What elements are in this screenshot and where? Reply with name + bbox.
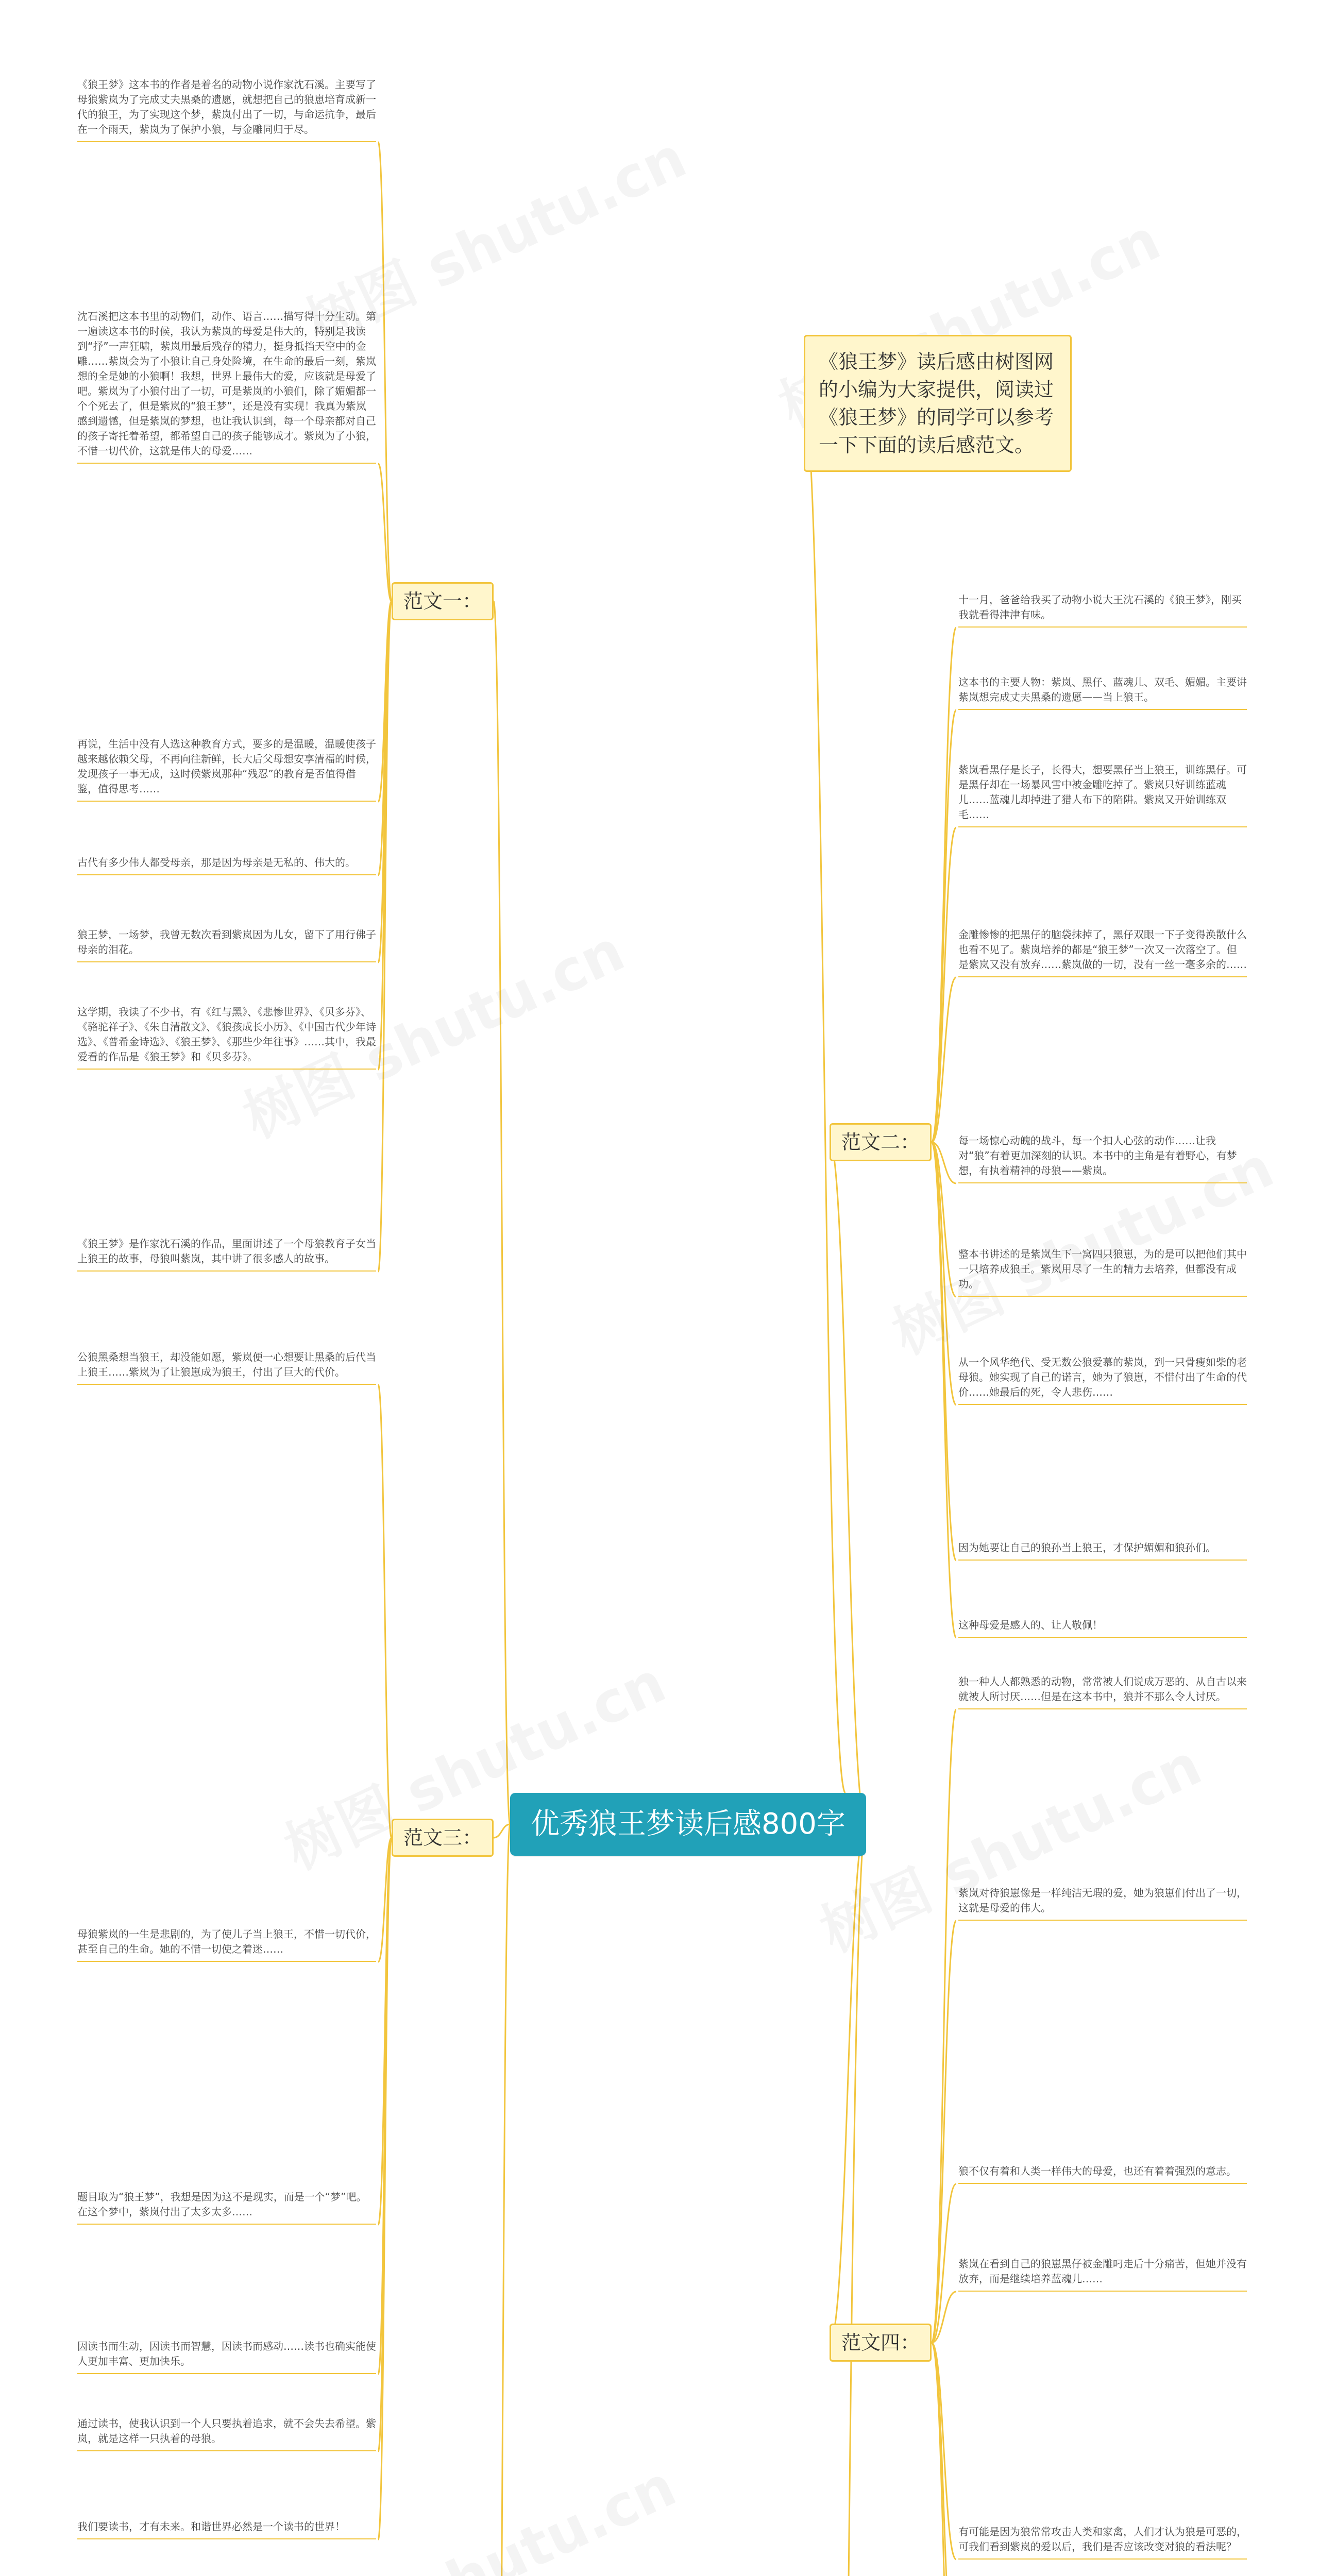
leaf-text: 紫岚在看到自己的狼崽黑仔被金雕叼走后十分痛苦，但她并没有放弃，而是继续培养蓝魂儿…… bbox=[958, 2257, 1247, 2286]
connector-line bbox=[932, 1921, 956, 2343]
leaf-text: 狼不仅有着和人类一样伟大的母爱，也还有着着强烈的意志。 bbox=[958, 2164, 1247, 2179]
leaf-text: 这本书的主要人物：紫岚、黑仔、蓝魂儿、双毛、媚媚。主要讲紫岚想完成丈夫黑桑的遗愿——当上狼王。 bbox=[958, 675, 1247, 705]
connector-line bbox=[378, 1385, 392, 1838]
connector-line bbox=[830, 1824, 866, 2343]
connector-line bbox=[830, 1824, 866, 2576]
connector-line bbox=[932, 1709, 956, 2343]
leaf-text: 狼王梦，一场梦，我曾无数次看到紫岚因为儿女，留下了用行佛子母亲的泪花。 bbox=[77, 927, 376, 957]
leaf-text: 沈石溪把这本书里的动物们，动作、语言……描写得十分生动。第一遍读这本书的时候，我认为紫岚的母爱是伟大的，特别是我读到“抒”一声狂啸，紫岚用最后残存的精力，挺身抵挡天空中的金雕……紫岚会为了小狼让自己身处险境，在生命的最后一刻，紫岚想的全是她的小狼啊！我想，世界上最伟大的爱，应该就是母爱了吧。紫岚为了小狼付出了一切，可是紫岚的小狼们，除了媚媚都一个个死去了，但是紫岚的“狼王梦”，还是没有实现！我真为紫岚感到遗憾，但是紫岚的梦想，也让我认识到，每一个母亲都对自己的孩子寄托着希望，都希望自己的孩子能够成才。紫岚为了小狼，不惜一切代价，这就是伟大的母爱…… bbox=[77, 309, 376, 459]
leaf-text: 因读书而生动，因读书而智慧，因读书而感动……读书也确实能使人更加丰富、更加快乐。 bbox=[77, 2339, 376, 2369]
intro-callout[interactable]: 《狼王梦》读后感由树图网的小编为大家提供，阅读过《狼王梦》的同学可以参考一下下面的读后感范文。 bbox=[804, 335, 1072, 472]
leaf-text: 《狼王梦》是作家沈石溪的作品，里面讲述了一个母狼教育子女当上狼王的故事，母狼叫紫岚，其中讲了很多感人的故事。 bbox=[77, 1236, 376, 1266]
leaf-text: 有可能是因为狼常常攻击人类和家禽，人们才认为狼是可恶的，可我们看到紫岚的爱以后，我们是否应该改变对狼的看法呢？ bbox=[958, 2524, 1247, 2554]
connector-line bbox=[494, 601, 510, 1824]
leaf-text: 母狼紫岚的一生是悲剧的，为了使儿子当上狼王，不惜一切代价，甚至自己的生命。她的不惜一切使之着迷…… bbox=[77, 1927, 376, 1957]
leaf-text: 金雕惨惨的把黑仔的脑袋抹掉了，黑仔双眼一下子变得涣散什么也看不见了。紫岚培养的都是“狼王梦”一次又一次落空了。但是紫岚又没有放弃……紫岚做的一切，没有一丝一毫多余的…… bbox=[958, 927, 1247, 972]
leaf-text: 公狼黑桑想当狼王，却没能如愿，紫岚便一心想要让黑桑的后代当上狼王……紫岚为了让狼崽成为狼王，付出了巨大的代价。 bbox=[77, 1350, 376, 1380]
leaf-text: 《狼王梦》这本书的作者是着名的动物小说作家沈石溪。主要写了母狼紫岚为了完成丈夫黑桑的遗愿，就想把自己的狼崽培育成新一代的狼王，为了实现这个梦，紫岚付出了一切，与命运抗争，最后在一个雨天，紫岚为了保护小狼，与金雕同归于尽。 bbox=[77, 77, 376, 137]
root-node[interactable]: 优秀狼王梦读后感800字 bbox=[510, 1793, 866, 1856]
leaf-text: 因为她要让自己的狼孙当上狼王，才保护媚媚和狼孙们。 bbox=[958, 1540, 1247, 1555]
leaf-text: 这学期，我读了不少书，有《红与黑》、《悲惨世界》、《贝多芬》、《骆驼祥子》、《朱自清散文》、《狼孩成长小历》、《中国古代少年诗选》、《普希金诗选》、《狼王梦》、《那些少年往事》……其中，我最爱看的作品是《狼王梦》和《贝多芬》。 bbox=[77, 1005, 376, 1064]
leaf-text: 从一个风华绝代、受无数公狼爱慕的紫岚，到一只骨瘦如柴的老母狼。她实现了自己的诺言，她为了狼崽，不惜付出了生命的代价……她最后的死，令人悲伤…… bbox=[958, 1355, 1247, 1400]
connector-line bbox=[932, 710, 956, 1142]
leaf-text: 紫岚看黑仔是长子，长得大，想要黑仔当上狼王，训练黑仔。可是黑仔却在一场暴风雪中被金雕吃掉了。紫岚只好训练蓝魂儿……蓝魂儿却掉进了猎人布下的陷阱。紫岚又开始训练双毛…… bbox=[958, 762, 1247, 822]
connector-line bbox=[830, 1142, 866, 1824]
branch-node-2[interactable]: 范文二： bbox=[830, 1123, 932, 1161]
leaf-text: 紫岚对待狼崽像是一样纯洁无瑕的爱，她为狼崽们付出了一切，这就是母爱的伟大。 bbox=[958, 1886, 1247, 1916]
branch-node-3[interactable]: 范文三： bbox=[392, 1819, 494, 1857]
leaf-text: 通过读书，使我认识到一个人只要执着追求，就不会失去希望。紫岚，就是这样一只执着的母狼。 bbox=[77, 2416, 376, 2446]
connector-line bbox=[932, 1142, 956, 1561]
leaf-text: 古代有多少伟人都受母亲，那是因为母亲是无私的、伟大的。 bbox=[77, 855, 376, 870]
connector-line bbox=[494, 1824, 510, 1838]
leaf-text: 再说，生活中没有人选这种教育方式，要多的是温暖，温暖使孩子越来越依赖父母，不再向往新鲜，长大后父母想安享清福的时候，发现孩子一事无成，这时候紫岚那种“残忍”的教育是否值得借鉴，值得思考…… bbox=[77, 737, 376, 796]
leaf-text: 整本书讲述的是紫岚生下一窝四只狼崽，为的是可以把他们其中一只培养成狼王。紫岚用尽了一生的精力去培养，但都没有成功。 bbox=[958, 1247, 1247, 1292]
leaf-text: 我们要读书，才有未来。和谐世界必然是一个读书的世界！ bbox=[77, 2519, 376, 2534]
connector-line bbox=[494, 1824, 510, 2576]
leaf-text: 十一月，爸爸给我买了动物小说大王沈石溪的《狼王梦》，刚买我就看得津津有味。 bbox=[958, 592, 1247, 622]
branch-node-4[interactable]: 范文四： bbox=[830, 2324, 932, 2362]
leaf-text: 题目取为“狼王梦”，我想是因为这不是现实，而是一个“梦”吧。在这个梦中，紫岚付出了太多太多…… bbox=[77, 2190, 376, 2219]
connector-line bbox=[804, 403, 845, 1793]
leaf-text: 独一种人人都熟悉的动物，常常被人们说成万恶的、从自古以来就被人所讨厌……但是在这本书中，狼并不那么令人讨厌。 bbox=[958, 1674, 1247, 1704]
leaf-text: 每一场惊心动魄的战斗，每一个扣人心弦的动作……让我对“狼”有着更加深刻的认识。本书中的主角是有着野心，有梦想，有执着精神的母狼——紫岚。 bbox=[958, 1133, 1247, 1178]
leaf-text: 这种母爱是感人的、让人敬佩！ bbox=[958, 1618, 1247, 1633]
branch-node-1[interactable]: 范文一： bbox=[392, 582, 494, 620]
